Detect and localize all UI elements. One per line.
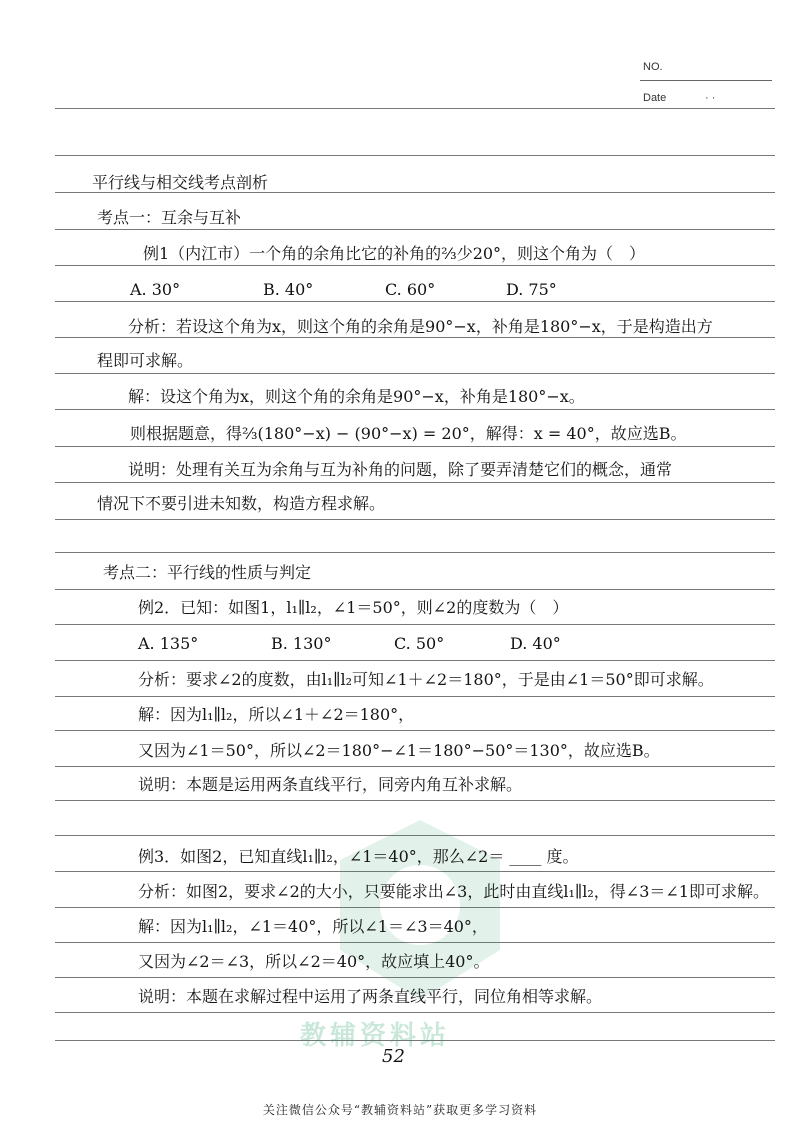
example2-option-c: C. 50° <box>394 634 445 653</box>
ruled-line <box>55 337 775 338</box>
ruled-line <box>55 409 775 410</box>
date-label: Date <box>643 92 667 104</box>
ruled-line <box>55 835 775 836</box>
ruled-line <box>55 660 775 661</box>
ruled-line <box>55 301 775 302</box>
example3-solution-line2: 又因为∠2＝∠3，所以∠2＝40°，故应填上40°。 <box>138 952 490 971</box>
watermark-text: 教辅资料站 <box>300 1021 451 1051</box>
example2-solution-line2: 又因为∠1＝50°，所以∠2＝180°−∠1＝180°−50°＝130°，故应选B。 <box>138 741 660 760</box>
ruled-line <box>55 589 775 590</box>
example1-solution-line2: 则根据题意，得⅔(180°−x) − (90°−x) = 20°，解得：x = 40°，故应选B。 <box>130 424 687 443</box>
document-title: 平行线与相交线考点剖析 <box>92 173 269 192</box>
example2-option-d: D. 40° <box>510 634 561 653</box>
ruled-line <box>55 766 775 767</box>
ruled-line <box>55 800 775 801</box>
ruled-line <box>55 871 775 872</box>
example2-note: 说明：本题是运用两条直线平行，同旁内角互补求解。 <box>138 775 523 794</box>
ruled-line <box>55 942 775 943</box>
ruled-line <box>55 482 775 483</box>
example2-solution-line1: 解：因为l₁∥l₂，所以∠1＋∠2＝180°， <box>138 705 415 724</box>
example3-title: 例3．如图2，已知直线l₁∥l₂，∠1＝40°，那么∠2＝ ____ 度。 <box>138 847 579 866</box>
ruled-line <box>55 977 775 978</box>
example1-analysis-line1: 分析：若设这个角为x，则这个角的余角是90°−x，补角是180°−x，于是构造出方 <box>128 317 713 336</box>
date-dots: · · <box>705 92 716 104</box>
ruled-line <box>55 730 775 731</box>
ruled-line <box>55 265 775 266</box>
ruled-line <box>55 624 775 625</box>
example1-analysis-line2: 程即可求解。 <box>97 351 194 370</box>
example1-note-line1: 说明：处理有关互为余角与互为补角的问题，除了要弄清楚它们的概念，通常 <box>128 460 673 479</box>
ruled-line <box>55 696 775 697</box>
example3-analysis: 分析：如图2，要求∠2的大小，只要能求出∠3，此时由直线l₁∥l₂，得∠3＝∠1即可求解。 <box>138 882 769 901</box>
footer-text: 关注微信公众号“教辅资料站”获取更多学习资料 <box>262 1103 538 1117</box>
ruled-line <box>55 108 775 109</box>
example3-note: 说明：本题在求解过程中运用了两条直线平行，同位角相等求解。 <box>138 987 603 1006</box>
page-number: 52 <box>382 1046 405 1067</box>
no-label: NO. <box>643 61 663 73</box>
example2-title: 例2．已知：如图1，l₁∥l₂，∠1＝50°，则∠2的度数为（ ） <box>138 598 569 617</box>
example2-option-b: B. 130° <box>271 634 332 653</box>
example1-solution-line1: 解：设这个角为x，则这个角的余角是90°−x，补角是180°−x。 <box>128 387 585 406</box>
ruled-line <box>55 446 775 447</box>
ruled-line <box>55 907 775 908</box>
example1-option-b: B. 40° <box>263 280 314 299</box>
ruled-line <box>55 552 775 553</box>
ruled-line <box>55 519 775 520</box>
example2-option-a: A. 135° <box>138 634 199 653</box>
section2-heading: 考点二：平行线的性质与判定 <box>103 563 312 582</box>
example3-solution-line1: 解：因为l₁∥l₂，∠1＝40°，所以∠1＝∠3＝40°， <box>138 917 488 936</box>
ruled-line <box>55 155 775 156</box>
ruled-line <box>55 373 775 374</box>
section1-heading: 考点一：互余与互补 <box>97 208 242 227</box>
example1-option-a: A. 30° <box>130 280 181 299</box>
example2-analysis: 分析：要求∠2的度数，由l₁∥l₂可知∠1＋∠2＝180°，于是由∠1＝50°即可求解。 <box>138 670 714 689</box>
example1-note-line2: 情况下不要引进未知数，构造方程求解。 <box>97 494 386 513</box>
no-underline <box>640 80 772 81</box>
example1-title: 例1（内江市）一个角的余角比它的补角的⅔少20°，则这个角为（ ） <box>143 244 646 263</box>
ruled-line <box>55 1012 775 1013</box>
ruled-line <box>55 229 775 230</box>
example1-option-d: D. 75° <box>506 280 557 299</box>
example1-option-c: C. 60° <box>385 280 436 299</box>
